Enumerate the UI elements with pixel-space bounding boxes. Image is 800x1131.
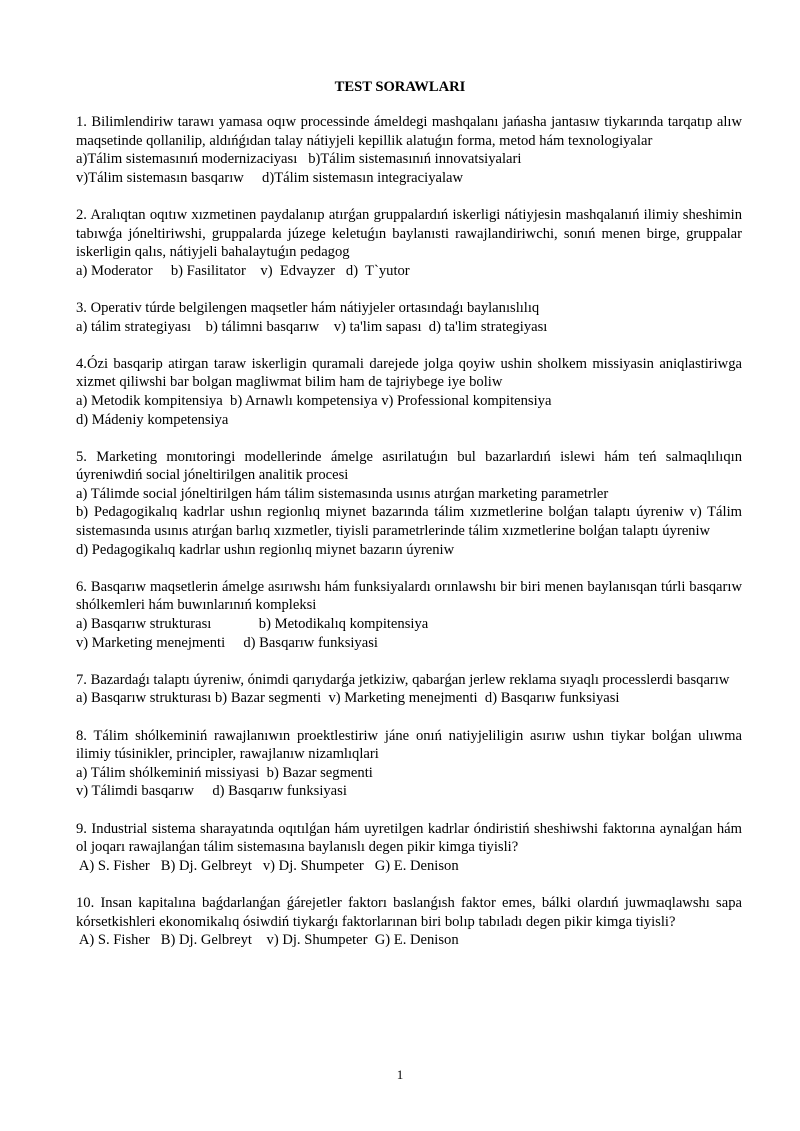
answer-options: a) Metodik kompitensiya b) Arnawlı kompetensiya v) Professional kompitensiya	[76, 392, 552, 409]
answer-options: A) S. Fisher B) Dj. Gelbreyt v) Dj. Shumpeter G) E. Denison	[76, 932, 459, 949]
question-3	[76, 299, 742, 336]
answer-options: A) S. Fisher B) Dj. Gelbreyt v) Dj. Shumpeter G) E. Denison	[76, 857, 459, 874]
question-stem: 7. Bazardaǵı talaptı úyreniw, ónimdi qarıydarǵa jetkiziw, qabarǵan jerlew reklama sıyaqlı processlerdi basqarıw	[76, 671, 730, 688]
question-stem: 6. Basqarıw maqsetlerin ámelge asırıwshı hám funksiyalardı orınlawshı bir biri menen baylanısqan túrli basqarıw shólkemleri hám buwınlarınıń kompleksi	[76, 578, 742, 614]
question-stem: 5. Marketing monıtoringi modellerinde ámelge asırilatuǵın bul bazarlardıń islewi hám teń salmaqlılıqın úyreniwdiń social jóneltirilgen analitik procesi	[76, 448, 742, 484]
answer-options: a) Tálim shólkeminiń missiyasi b) Bazar segmenti	[76, 764, 373, 781]
question-2	[76, 206, 742, 280]
question-stem: 3. Operativ túrde belgilengen maqsetler hám nátiyjeler ortasındaǵı baylanıslılıq	[76, 299, 540, 316]
page-number: 1	[396, 1067, 404, 1082]
question-6	[76, 578, 742, 652]
question-stem: 2. Aralıqtan oqıtıw xızmetinen paydalanıp atırǵan gruppalardıń iskerligi nátiyjesin mashqalanıń ilimiy sheshimin tabıwǵa jóneltiriwshi, gruppalarda júzege keletuǵın baylanısti rawajlandiriwchi, sonıń menen birge, gruppalar iskerligin qalıs, nátiyjeli bahalaytuǵın pedagog	[76, 206, 742, 261]
answer-option: b) Pedagogikalıq kadrlar ushın regionlıq miynet bazarında tálim xızmetlerine bolǵan talaptı úyreniw v) Tálim sistemasında usınıs atırǵan barlıq xızmetler, tiyisli parametrlerinde tálim xızmetlerine bolǵan talaptı úyreniw	[76, 504, 742, 540]
questions-list	[76, 113, 742, 968]
document-title: TEST SORAWLARI	[334, 79, 466, 95]
answer-options: a) Basqarıw strukturası b) Bazar segmenti v) Marketing menejmenti d) Basqarıw funksiyasi	[76, 690, 620, 707]
question-stem: 8. Tálim shólkeminiń rawajlanıwın proektlestiriw jáne onıń natiyjeliligin asırıw ushın tiykar bolǵan ulıwma ilimiy túsinikler, principler, rawajlanıw nizamlıqlari	[76, 727, 742, 763]
answer-options: a) tálim strategiyası b) tálimni basqarıw v) ta'lim sapası d) ta'lim strategiyası	[76, 318, 548, 335]
question-9	[76, 820, 742, 876]
question-stem: 1. Bilimlendiriw tarawı yamasa oqıw processinde ámeldegi mashqalanı jańasha jantasıw tiykarında tarqatıp alıw maqsetinde qollanilip, aldıńǵıdan talay nátiyjeli kepillik alatuǵın forma, metod hám texnologiyalar	[76, 114, 742, 149]
answer-options: a) Moderator b) Fasilitator v) Edvayzer d) T`yutor	[76, 262, 410, 279]
question-stem: 9. Industrial sistema sharayatında oqıtılǵan hám uyretilgen kadrlar óndiristiń sheshiwshi faktorına aynalǵan hám ol joqarı rawajlanǵan tálim sistemasına baylanıslı degen pikir kimga tiyisli?	[76, 820, 742, 856]
answer-options: a) Basqarıw strukturası b) Metodikalıq kompitensiya	[76, 616, 429, 633]
answer-options: v) Marketing menejmenti d) Basqarıw funksiyasi	[76, 634, 378, 651]
question-5	[76, 448, 742, 560]
question-stem: 10. Insan kapitalına baǵdarlanǵan ǵárejetler faktorı baslanǵısh faktor emes, bálki olardıń juwmaqlawshı sapa kórsetkishleri ekonomikalıq ósiwdiń tiykarǵı faktorlarınan biri bolıp tabıladı degen pikir kimga tiyisli?	[76, 894, 742, 930]
question-7	[76, 671, 742, 708]
question-4	[76, 355, 742, 429]
question-8	[76, 727, 742, 801]
question-10	[76, 894, 742, 950]
question-stem: 4.Ózi basqarip atirgan taraw iskerligin quramali darejede jolga qoyiw ushin sholkem missiyasin aniqlastiriwga xizmet qiliwshi bar bolgan magliwmat bilim ham de tajriybege iye boliw	[76, 355, 742, 391]
answer-option: d) Pedagogikalıq kadrlar ushın regionlıq miynet bazarın úyreniw	[76, 541, 455, 558]
answer-options: a)Tálim sistemasınıń modernizaciyası b)Tálim sistemasınıń innovatsiyalari	[76, 151, 522, 168]
question-1	[76, 113, 742, 187]
answer-options: v)Tálim sistemasın basqarıw d)Tálim sistemasın integraciyalaw	[76, 169, 464, 186]
answer-options: d) Mádeniy kompetensiya	[76, 411, 229, 428]
answer-option: a) Tálimde social jóneltirilgen hám tálim sistemasında usınıs atırǵan marketing parametrler	[76, 485, 609, 502]
answer-options: v) Tálimdi basqarıw d) Basqarıw funksiyasi	[76, 783, 347, 800]
